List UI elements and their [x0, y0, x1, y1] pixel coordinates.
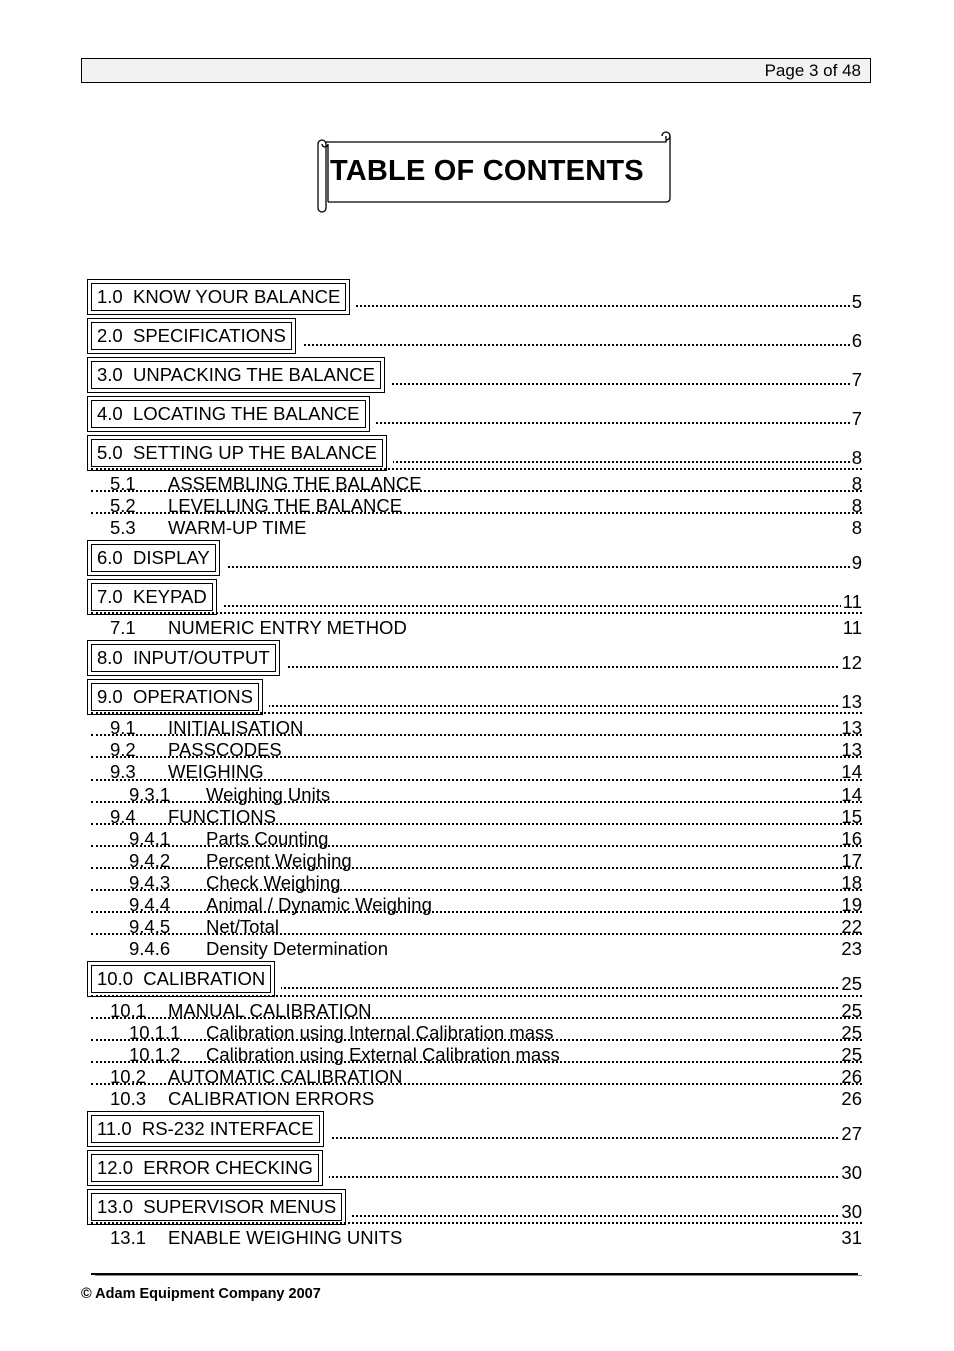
toc-number: 1.0	[97, 286, 123, 307]
toc-number: 5.1	[110, 473, 136, 494]
toc-title: RS-232 INTERFACE	[141, 1118, 314, 1139]
toc-label	[129, 938, 390, 960]
toc-title: Parts Counting	[206, 828, 329, 849]
toc-number: 9.3	[110, 761, 136, 782]
toc-section-box	[91, 965, 271, 993]
toc-number: 9.2	[110, 739, 136, 760]
toc-section-box	[91, 583, 213, 611]
toc-section[interactable]	[91, 404, 862, 434]
toc-section[interactable]	[91, 287, 862, 317]
toc-page-number: 8	[851, 447, 862, 468]
toc-leader-dots	[91, 468, 862, 470]
toc-page-number: 13	[841, 691, 862, 712]
toc-number: 9.4	[110, 806, 136, 827]
toc-number: 9.0	[97, 686, 123, 707]
toc-page-number: 8	[851, 517, 862, 538]
toc-leader-dots	[91, 911, 862, 913]
toc-number: 5.3	[110, 517, 136, 538]
toc-page-number: 17	[841, 850, 862, 871]
toc-section-box	[91, 1154, 319, 1182]
toc-label	[91, 683, 269, 711]
toc-page-number: 14	[841, 784, 862, 805]
toc-section-box	[91, 1193, 342, 1221]
toc-leader-dots	[91, 1017, 862, 1019]
toc-title: ASSEMBLING THE BALANCE	[168, 473, 422, 494]
toc-section[interactable]	[91, 1158, 862, 1188]
toc-section-box	[91, 283, 346, 311]
toc-label	[110, 1227, 404, 1249]
toc-leader-dots	[91, 933, 862, 935]
toc-title: NUMERIC ENTRY METHOD	[168, 617, 407, 638]
toc-page-number: 26	[841, 1088, 862, 1109]
toc-number: 10.0	[97, 968, 134, 989]
toc-page-number: 18	[841, 872, 862, 893]
toc-title: KNOW YOUR BALANCE	[133, 286, 341, 307]
toc-number: 11.0	[97, 1118, 132, 1139]
toc-number: 9.4.6	[129, 938, 171, 959]
toc-leader-dots	[91, 512, 862, 514]
toc-leader-dots	[91, 867, 862, 869]
toc-title: ENABLE WEIGHING UNITS	[168, 1227, 403, 1248]
toc-section[interactable]	[91, 648, 862, 678]
toc-page-number: 13	[841, 717, 862, 738]
toc-page-number: 25	[841, 1000, 862, 1021]
toc-title: CALIBRATION	[143, 968, 266, 989]
toc-title: SUPERVISOR MENUS	[143, 1196, 337, 1217]
toc-page-number: 7	[851, 408, 862, 429]
toc-title: KEYPAD	[133, 586, 207, 607]
toc-leader-dots	[91, 889, 862, 891]
toc-number: 3.0	[97, 364, 123, 385]
toc-section-box	[91, 1115, 320, 1143]
toc-number: 9.4.4	[129, 894, 171, 915]
toc-page-number: 27	[841, 1123, 862, 1144]
toc-leader-dots	[91, 845, 862, 847]
toc-page-number: 30	[841, 1201, 862, 1222]
toc-section[interactable]	[91, 1119, 862, 1149]
toc-label	[91, 283, 356, 311]
toc-page-number: 11	[842, 617, 862, 638]
toc-leader-dots	[91, 801, 862, 803]
toc-title: INITIALISATION	[168, 717, 304, 738]
toc-section-box	[91, 683, 259, 711]
toc-section[interactable]	[91, 548, 862, 578]
toc-leader-dots	[91, 734, 862, 736]
toc-section-box	[91, 544, 216, 572]
toc-label	[110, 617, 409, 639]
toc-label	[91, 361, 391, 389]
toc-number: 9.1	[110, 717, 136, 738]
title-banner	[310, 128, 680, 218]
toc-number: 9.4.3	[129, 872, 171, 893]
toc-section-box	[91, 400, 366, 428]
toc-number: 10.1	[110, 1000, 147, 1021]
toc-title: WEIGHING	[168, 761, 264, 782]
toc-label	[91, 1154, 329, 1182]
toc-page-number: 8	[851, 473, 862, 494]
toc-label	[110, 517, 308, 539]
toc-number: 10.1.1	[129, 1022, 181, 1043]
toc-label	[91, 1115, 330, 1143]
toc-label	[91, 1193, 352, 1221]
toc-number: 8.0	[97, 647, 123, 668]
toc-number: 6.0	[97, 547, 123, 568]
toc-title: Calibration using Internal Calibration mass	[206, 1022, 554, 1043]
toc-number: 2.0	[97, 325, 123, 346]
toc-label	[91, 544, 226, 572]
toc-label	[91, 965, 281, 993]
toc-title: SPECIFICATIONS	[133, 325, 286, 346]
toc-number: 5.2	[110, 495, 136, 516]
toc-title: DISPLAY	[133, 547, 210, 568]
toc-page-number: 19	[841, 894, 862, 915]
page-header	[81, 58, 871, 83]
footer-copyright: © Adam Equipment Company 2007	[81, 1286, 321, 1302]
toc-leader-dots	[91, 779, 862, 781]
toc-page-number: 25	[841, 1044, 862, 1065]
toc-label	[91, 644, 286, 672]
toc-page-number: 16	[841, 828, 862, 849]
toc-number: 7.1	[110, 617, 136, 638]
toc-section[interactable]	[91, 365, 862, 395]
toc-page-number: 13	[841, 739, 862, 760]
toc-title: PASSCODES	[168, 739, 282, 760]
toc-number: 7.0	[97, 586, 123, 607]
toc-section-box	[91, 361, 381, 389]
toc-number: 9.4.2	[129, 850, 171, 871]
toc-title: UNPACKING THE BALANCE	[133, 364, 375, 385]
toc-page-number: 14	[841, 761, 862, 782]
toc-title: Check Weighing	[206, 872, 341, 893]
toc-title: Weighing Units	[206, 784, 331, 805]
toc-title: Density Determination	[206, 938, 388, 959]
toc-number: 4.0	[97, 403, 123, 424]
toc-leader-dots	[91, 995, 862, 997]
toc-title: Animal / Dynamic Weighing	[206, 894, 432, 915]
toc-leader-dots	[91, 1061, 862, 1063]
toc-section-box	[91, 644, 276, 672]
toc-title: MANUAL CALIBRATION	[168, 1000, 372, 1021]
toc-title: CALIBRATION ERRORS	[168, 1088, 375, 1109]
toc-page-number: 30	[841, 1162, 862, 1183]
toc-label	[91, 400, 376, 428]
toc-section[interactable]	[91, 326, 862, 356]
toc-page-number: 31	[841, 1227, 862, 1248]
footer-divider-shadow	[95, 1275, 862, 1276]
page-indicator: Page 3 of 48	[764, 61, 861, 80]
toc-page-number: 25	[841, 973, 862, 994]
toc-leader-dots	[91, 1083, 862, 1085]
toc-title: WARM-UP TIME	[168, 517, 307, 538]
toc-leader-dots	[91, 756, 862, 758]
toc-title: INPUT/OUTPUT	[133, 647, 270, 668]
toc-number: 10.1.2	[129, 1044, 181, 1065]
toc-leader-dots	[91, 823, 862, 825]
toc-page-number: 25	[841, 1022, 862, 1043]
toc-title: AUTOMATIC CALIBRATION	[168, 1066, 403, 1087]
toc-leader-dots	[91, 1222, 862, 1224]
toc-title: SETTING UP THE BALANCE	[133, 442, 377, 463]
toc-title: Net/Total	[206, 916, 280, 937]
page-title: TABLE OF CONTENTS	[330, 155, 644, 187]
toc-page-number: 5	[851, 291, 862, 312]
toc-number: 10.3	[110, 1088, 147, 1109]
toc-title: FUNCTIONS	[168, 806, 276, 827]
toc-leader-dots	[91, 1039, 862, 1041]
toc-page-number: 23	[841, 938, 862, 959]
toc-leader-dots	[91, 490, 862, 492]
toc-number: 9.3.1	[129, 784, 171, 805]
toc-leader-dots	[91, 712, 862, 714]
toc-page-number: 9	[851, 552, 862, 573]
toc-section-box	[91, 439, 383, 467]
toc-label	[110, 1088, 376, 1110]
toc-title: LEVELLING THE BALANCE	[168, 495, 403, 516]
toc-page-number: 22	[841, 916, 862, 937]
toc-number: 13.1	[110, 1227, 147, 1248]
toc-page-number: 11	[842, 591, 862, 612]
toc-number: 9.4.5	[129, 916, 171, 937]
toc-number: 5.0	[97, 442, 123, 463]
toc-title: Calibration using External Calibration mass	[206, 1044, 560, 1065]
toc-page-number: 26	[841, 1066, 862, 1087]
toc-number: 13.0	[97, 1196, 134, 1217]
toc-title: ERROR CHECKING	[143, 1157, 313, 1178]
toc-section-box	[91, 322, 292, 350]
toc-label	[91, 439, 393, 467]
toc-page-number: 12	[841, 652, 862, 673]
toc-title: Percent Weighing	[206, 850, 352, 871]
toc-number: 10.2	[110, 1066, 147, 1087]
toc-title: OPERATIONS	[133, 686, 253, 707]
toc-page-number: 6	[851, 330, 862, 351]
toc-page-number: 8	[851, 495, 862, 516]
toc-title: LOCATING THE BALANCE	[133, 403, 360, 424]
toc-page-number: 7	[851, 369, 862, 390]
toc-label	[91, 322, 302, 350]
toc-leader-dots	[91, 612, 862, 614]
toc-number: 9.4.1	[129, 828, 171, 849]
toc-label	[91, 583, 223, 611]
toc-number: 12.0	[97, 1157, 134, 1178]
toc-page-number: 15	[841, 806, 862, 827]
